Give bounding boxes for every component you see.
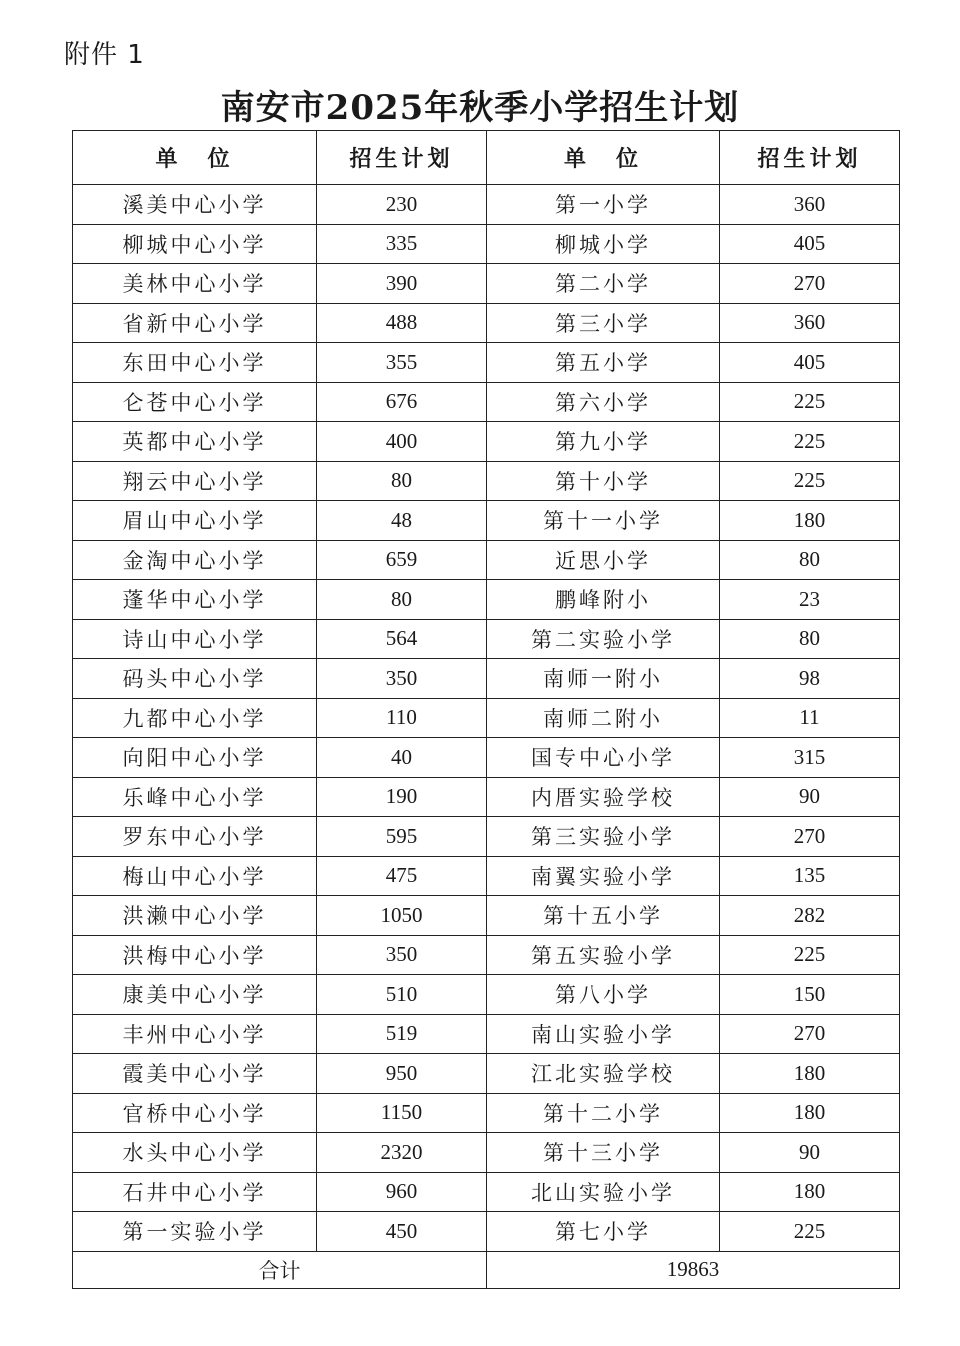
table-row — [73, 1172, 900, 1212]
unit-cell: 第十二小学 — [487, 1093, 720, 1133]
table-row — [73, 343, 900, 383]
plan-cell: 595 — [317, 817, 487, 857]
table-row — [73, 896, 900, 936]
unit-cell: 南师二附小 — [487, 698, 720, 738]
unit-cell: 第十三小学 — [487, 1133, 720, 1173]
unit-cell: 第九小学 — [487, 422, 720, 462]
unit-cell: 罗东中心小学 — [73, 817, 317, 857]
plan-cell: 350 — [317, 659, 487, 699]
plan-cell: 335 — [317, 224, 487, 264]
plan-cell: 2320 — [317, 1133, 487, 1173]
unit-cell: 诗山中心小学 — [73, 619, 317, 659]
plan-cell: 80 — [317, 461, 487, 501]
plan-cell: 180 — [720, 501, 900, 541]
plan-cell: 180 — [720, 1093, 900, 1133]
total-row — [73, 1251, 900, 1288]
table-row — [73, 422, 900, 462]
unit-cell: 金淘中心小学 — [73, 540, 317, 580]
table-row — [73, 461, 900, 501]
table-row — [73, 1133, 900, 1173]
plan-cell: 40 — [317, 738, 487, 778]
plan-cell: 225 — [720, 422, 900, 462]
plan-cell: 475 — [317, 856, 487, 896]
unit-cell: 乐峰中心小学 — [73, 777, 317, 817]
unit-cell: 南师一附小 — [487, 659, 720, 699]
table-row — [73, 777, 900, 817]
plan-cell: 48 — [317, 501, 487, 541]
plan-cell: 960 — [317, 1172, 487, 1212]
plan-cell: 80 — [317, 580, 487, 620]
unit-cell: 英都中心小学 — [73, 422, 317, 462]
enrollment-plan-table — [72, 130, 900, 1289]
unit-cell: 码头中心小学 — [73, 659, 317, 699]
plan-cell: 80 — [720, 540, 900, 580]
plan-cell: 282 — [720, 896, 900, 936]
unit-cell: 第六小学 — [487, 382, 720, 422]
unit-cell: 丰州中心小学 — [73, 1014, 317, 1054]
unit-cell: 南翼实验小学 — [487, 856, 720, 896]
table-row — [73, 1054, 900, 1094]
plan-cell: 350 — [317, 935, 487, 975]
unit-cell: 第七小学 — [487, 1212, 720, 1252]
table-row — [73, 817, 900, 857]
table-row — [73, 856, 900, 896]
unit-cell: 第二小学 — [487, 264, 720, 304]
attachment-label: 附件 1 — [64, 40, 145, 70]
plan-cell: 11 — [720, 698, 900, 738]
plan-cell: 90 — [720, 1133, 900, 1173]
unit-cell: 柳城小学 — [487, 224, 720, 264]
table-row — [73, 303, 900, 343]
plan-cell: 150 — [720, 975, 900, 1015]
total-value: 19863 — [487, 1251, 900, 1288]
plan-cell: 405 — [720, 343, 900, 383]
plan-cell: 360 — [720, 185, 900, 225]
table-row — [73, 975, 900, 1015]
plan-cell: 360 — [720, 303, 900, 343]
unit-cell: 内厝实验学校 — [487, 777, 720, 817]
plan-cell: 355 — [317, 343, 487, 383]
unit-cell: 美林中心小学 — [73, 264, 317, 304]
unit-cell: 第三小学 — [487, 303, 720, 343]
table-row — [73, 1212, 900, 1252]
plan-cell: 180 — [720, 1054, 900, 1094]
table-row — [73, 619, 900, 659]
table-row — [73, 1093, 900, 1133]
unit-cell: 蓬华中心小学 — [73, 580, 317, 620]
table-row — [73, 540, 900, 580]
header-unit-left: 单 位 — [73, 131, 317, 185]
plan-cell: 190 — [317, 777, 487, 817]
plan-cell: 98 — [720, 659, 900, 699]
unit-cell: 第三实验小学 — [487, 817, 720, 857]
plan-cell: 270 — [720, 1014, 900, 1054]
plan-cell: 225 — [720, 382, 900, 422]
unit-cell: 第八小学 — [487, 975, 720, 1015]
plan-cell: 225 — [720, 461, 900, 501]
table-header-row — [73, 131, 900, 185]
unit-cell: 梅山中心小学 — [73, 856, 317, 896]
unit-cell: 第十一小学 — [487, 501, 720, 541]
unit-cell: 霞美中心小学 — [73, 1054, 317, 1094]
plan-cell: 510 — [317, 975, 487, 1015]
unit-cell: 第二实验小学 — [487, 619, 720, 659]
unit-cell: 第十小学 — [487, 461, 720, 501]
header-plan-left: 招生计划 — [317, 131, 487, 185]
plan-cell: 564 — [317, 619, 487, 659]
table-row — [73, 224, 900, 264]
unit-cell: 第一实验小学 — [73, 1212, 317, 1252]
plan-cell: 400 — [317, 422, 487, 462]
plan-cell: 270 — [720, 264, 900, 304]
plan-cell: 90 — [720, 777, 900, 817]
header-unit-right: 单 位 — [487, 131, 720, 185]
unit-cell: 石井中心小学 — [73, 1172, 317, 1212]
unit-cell: 柳城中心小学 — [73, 224, 317, 264]
unit-cell: 第五实验小学 — [487, 935, 720, 975]
unit-cell: 洪梅中心小学 — [73, 935, 317, 975]
unit-cell: 江北实验学校 — [487, 1054, 720, 1094]
table-row — [73, 1014, 900, 1054]
plan-cell: 659 — [317, 540, 487, 580]
plan-cell: 23 — [720, 580, 900, 620]
plan-cell: 315 — [720, 738, 900, 778]
unit-cell: 洪濑中心小学 — [73, 896, 317, 936]
plan-cell: 180 — [720, 1172, 900, 1212]
unit-cell: 向阳中心小学 — [73, 738, 317, 778]
plan-cell: 80 — [720, 619, 900, 659]
unit-cell: 东田中心小学 — [73, 343, 317, 383]
plan-cell: 676 — [317, 382, 487, 422]
table-row — [73, 580, 900, 620]
table-row — [73, 738, 900, 778]
unit-cell: 鹏峰附小 — [487, 580, 720, 620]
plan-cell: 1150 — [317, 1093, 487, 1133]
plan-cell: 110 — [317, 698, 487, 738]
unit-cell: 康美中心小学 — [73, 975, 317, 1015]
unit-cell: 翔云中心小学 — [73, 461, 317, 501]
table-row — [73, 659, 900, 699]
unit-cell: 国专中心小学 — [487, 738, 720, 778]
unit-cell: 第十五小学 — [487, 896, 720, 936]
table-row — [73, 501, 900, 541]
unit-cell: 省新中心小学 — [73, 303, 317, 343]
plan-cell: 488 — [317, 303, 487, 343]
plan-cell: 225 — [720, 935, 900, 975]
table-row — [73, 264, 900, 304]
header-plan-right: 招生计划 — [720, 131, 900, 185]
table-row — [73, 185, 900, 225]
plan-cell: 230 — [317, 185, 487, 225]
plan-cell: 225 — [720, 1212, 900, 1252]
plan-cell: 450 — [317, 1212, 487, 1252]
plan-cell: 390 — [317, 264, 487, 304]
table-row — [73, 935, 900, 975]
plan-cell: 135 — [720, 856, 900, 896]
unit-cell: 九都中心小学 — [73, 698, 317, 738]
unit-cell: 水头中心小学 — [73, 1133, 317, 1173]
plan-cell: 405 — [720, 224, 900, 264]
total-label: 合计 — [73, 1251, 487, 1288]
unit-cell: 北山实验小学 — [487, 1172, 720, 1212]
unit-cell: 近思小学 — [487, 540, 720, 580]
plan-cell: 1050 — [317, 896, 487, 936]
unit-cell: 仑苍中心小学 — [73, 382, 317, 422]
unit-cell: 第一小学 — [487, 185, 720, 225]
page-title: 南安市2025年秋季小学招生计划 — [220, 88, 740, 128]
table-body — [73, 185, 900, 1252]
unit-cell: 第五小学 — [487, 343, 720, 383]
plan-cell: 519 — [317, 1014, 487, 1054]
plan-cell: 950 — [317, 1054, 487, 1094]
unit-cell: 南山实验小学 — [487, 1014, 720, 1054]
table-row — [73, 382, 900, 422]
unit-cell: 眉山中心小学 — [73, 501, 317, 541]
plan-cell: 270 — [720, 817, 900, 857]
unit-cell: 溪美中心小学 — [73, 185, 317, 225]
table-row — [73, 698, 900, 738]
unit-cell: 官桥中心小学 — [73, 1093, 317, 1133]
